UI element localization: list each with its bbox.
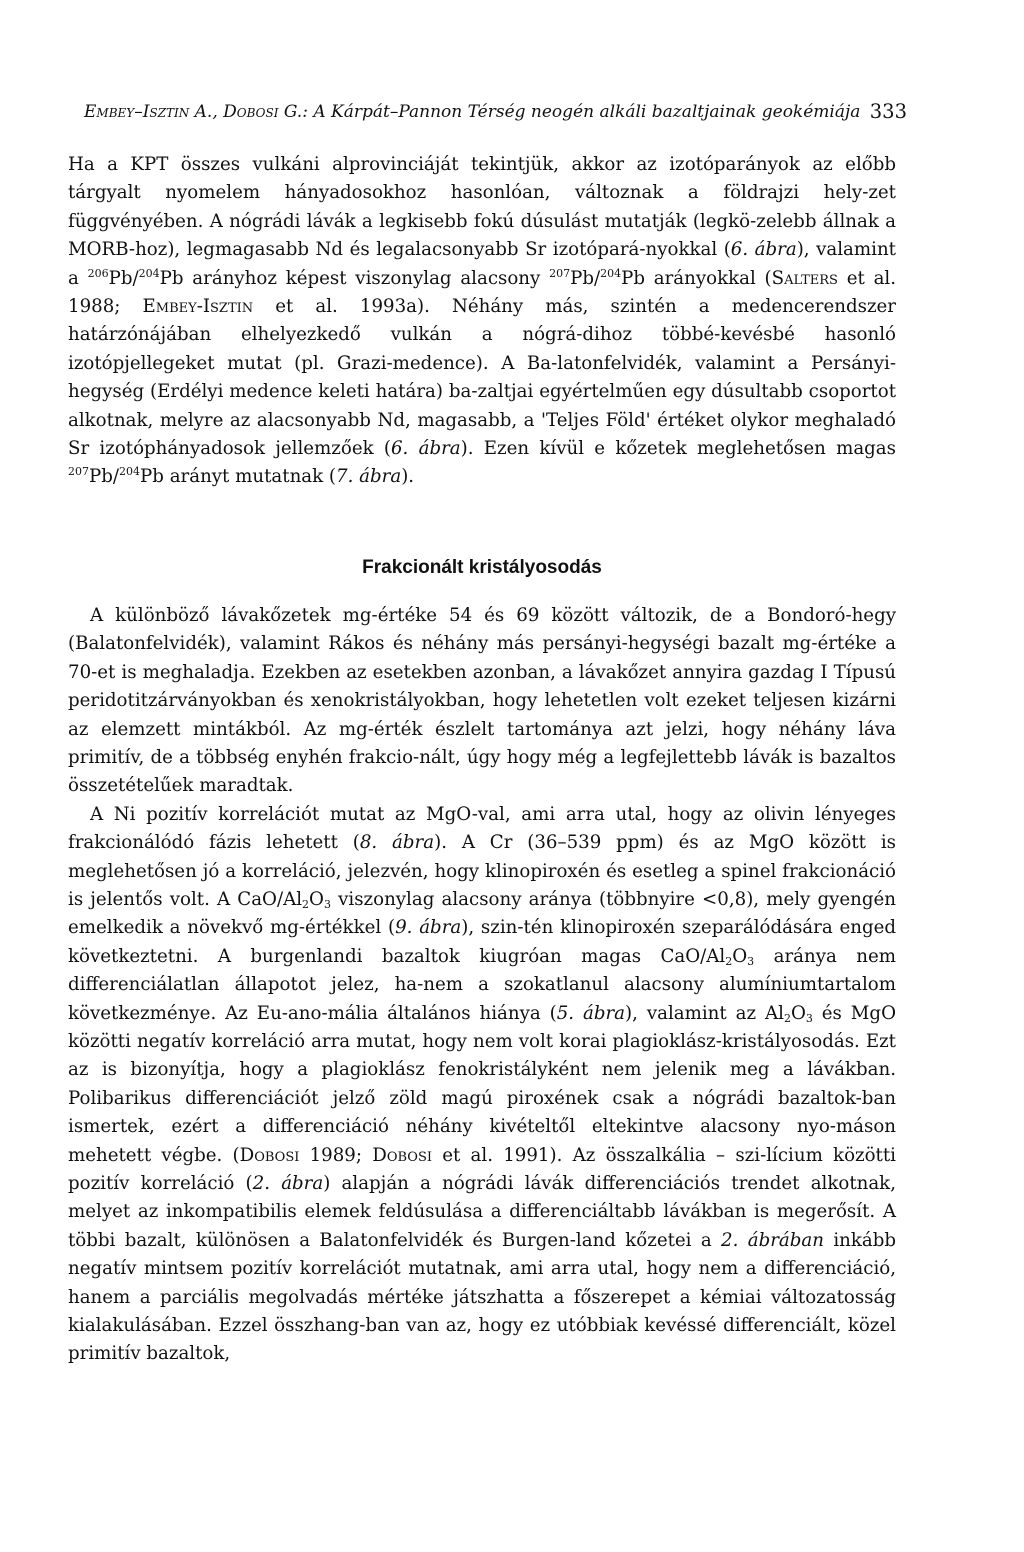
paragraph-isotopes: Ha a KPT összes vulkáni alprovinciáját tekintjük, akkor az izotóparányok az előbb tárgyalt nyomelem hányadosokhoz hasonlóan, változnak a földrajzi hely-zet függvényében. A nógrádi lávák a legkisebb fokú dúsulást mutatják (legkö-zelebb állnak a MORB-hoz), legmagasabb Nd és legalacsonyabb Sr izotópará-nyokkal (6. ábra), valamint a $^{206}$Pb/$^{204}$Pb arányhoz képest viszonylag alacsony $^{207}$Pb/$^{204}$Pb arányokkal (Salters et al. 1988; Embey-Isztin et al. 1993a). Néhány más, szintén a medencerendszer határzónájában elhelyezkedő vulkán a nógrá-dihoz többé-kevésbé hasonló izotópjellegeket mutat (pl. Grazi-medence). A Ba-latonfelvidék, valamint a Persányi-hegység (Erdélyi medence keleti határa) ba-zaltjai egyértelműen egy dúsultabb csoportot alkotnak, melyre az alacsonyabb Nd, magasabb, a 'Teljes Föld' értéket olykor meghaladó Sr izotóphányadosok jellemzőek (6. ábra). Ezen kívül e kőzetek meglehetősen magas $^{207}$Pb/$^{204}$Pb arányt mutatnak (7. ábra). [68, 154, 897, 488]
section-heading: Frakcionált kristályosodás [362, 556, 602, 578]
page-number: 333 [869, 100, 907, 123]
paragraph-fractionation: A Ni pozitív korrelációt mutat az MgO-val, ami arra utal, hogy az olivin lényeges frakcionálódó fázis lehetett (8. ábra). A Cr (36–539 ppm) és az MgO között is meglehetősen jó a korreláció, jelezvén, hogy klinopiroxén és esetleg a spinel frakcionáció is jelentős volt. A CaO/$Al_2O_3$ viszonylag alacsony aránya (többnyire <0,8), mely gyengén emelkedik a növekvő mg-értékkel (9. ábra), szin-tén klinopiroxén szeparálódására enged következtetni. A burgenlandi bazaltok kiugróan magas CaO/$Al_2O_3$ aránya nem differenciálatlan állapotot jelez, ha-nem a szokatlanul alacsony alumíniumtartalom következménye. Az Eu-ano-mália általános hiánya (5. ábra), valamint az $Al_2O_3$ és MgO közötti negatív korreláció arra mutat, hogy nem volt korai plagioklász-kristályosodás. Ezt az is bizonyítja, hogy a plagioklász fenokristályként nem jelenik meg a lávákban. Polibarikus differenciációt jelző zöld magú piroxének csak a nógrádi bazaltok-ban ismertek, ezért a differenciáció néhány kivételtől eltekintve alacsony nyo-máson mehetett végbe. (Dobosi 1989; Dobosi et al. 1991). Az összalkália – szi-lícium közötti pozitív korreláció (2. ábra) alapján a nógrádi lávák differenciációs trendet alkotnak, melyet az inkompatibilis elemek feldúsulása a differenciáltabb lávákban is megerősít. A többi bazalt, különösen a Balatonfelvidék és Burgen-land kőzetei a 2. ábrában inkább negatív mintsem pozitív korrelációt mutatnak, ami arra utal, hogy nem a differenciáció, hanem a parciális megolvadás mértéke játszhatta a főszerepet a kémiai változatosság kialakulásában. Ezzel összhang-ban van az, hogy ez utóbbiak kevéssé differenciált, közel primitív bazaltok, [68, 803, 896, 1365]
running-title: Embey–Isztin A., Dobosi G.: A Kárpát–Pannon Térség neogén alkáli bazaltjainak geokémiája [84, 102, 861, 122]
running-header [84, 102, 907, 132]
body-text [68, 151, 896, 1369]
paragraph-mg-value: A különböző lávakőzetek mg-értéke 54 és 69 között változik, de a Bondoró-hegy (Balatonfelvidék), valamint Rákos és néhány más persányi-hegységi bazalt mg-értéke a 70-et is meghaladja. Ezekben az esetekben azonban, a lávakőzet annyira gazdag I Típusú peridotitzárványokban és xenokristályokban, hogy lehetetlen volt ezeket teljesen kizárni az elemzett mintákból. Az mg-érték észlelt tartománya azt jelzi, hogy néhány láva primitív, de a többség enyhén frakcio-nált, úgy hogy még a legfejlettebb lávák is bazaltos összetételűek maradtak. [68, 604, 896, 797]
